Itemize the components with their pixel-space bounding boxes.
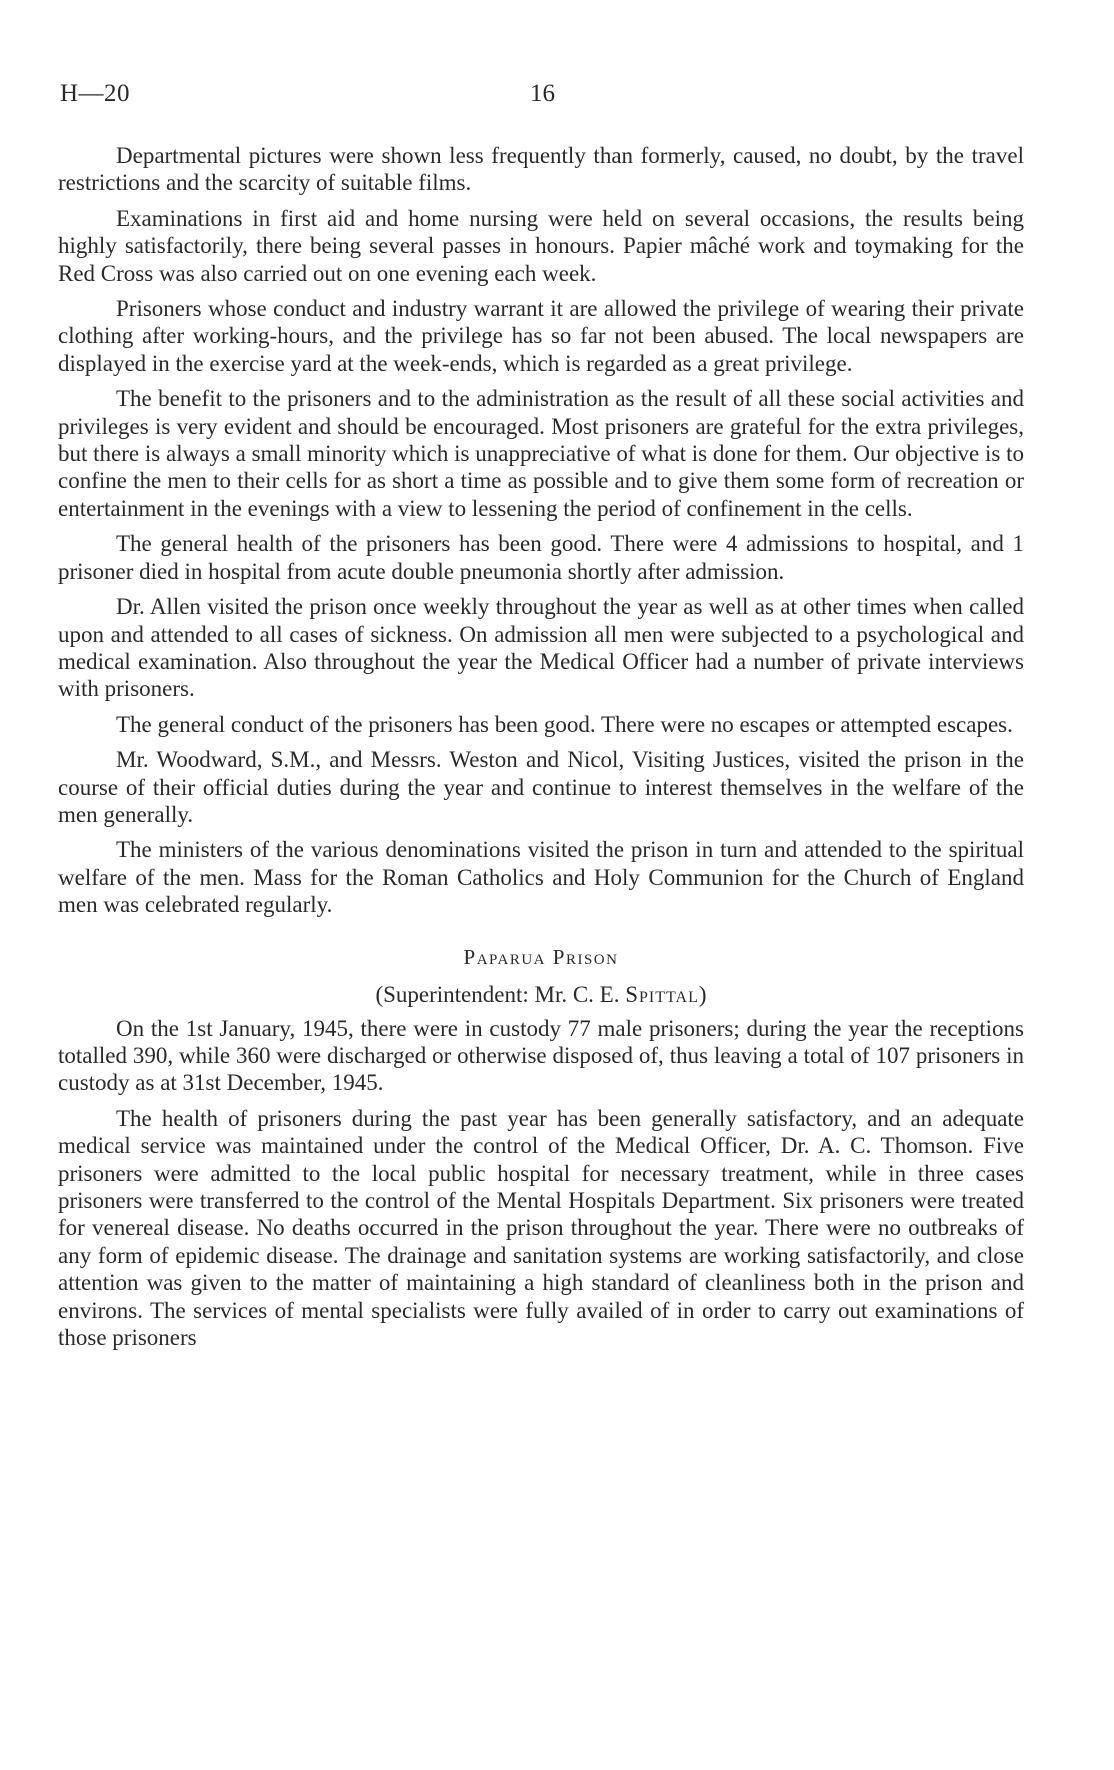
paragraph-examinations: Examinations in first aid and home nursing were held on several occasions, the results being highly satisfactorily, there being several passes in honours. Papier mâché work and toymaking for the Red Cross was also carried out on one evening each week. xyxy=(58,205,1024,286)
paragraph-ministers: The ministers of the various denominations visited the prison in turn and attended to the spiritual welfare of the men. Mass for the Roman Catholics and Holy Communion for the Church of England men was celebrated regularly. xyxy=(58,837,1024,918)
paragraph-prisoner-health: The health of prisoners during the past year has been generally satisfactory, and an adequate medical service was maintained under the control of the Medical Officer, Dr. A. C. Thomson. Five prisoners were admitted to the local public hospital for necessary treatment, while in three cases prisoners were transferred to the control of the Mental Hospitals Department. Six prisoners were treated for venereal disease. No deaths occurred in the prison throughout the year. There were no outbreaks of any form of epidemic disease. The drainage and sanitation systems are working satisfactorily, and close attention was given to the matter of maintaining a high standard of cleanliness both in the prison and environs. The services of mental specialists were fully availed of in order to carry out examinations of those prisoners xyxy=(58,1105,1024,1351)
superintendent-name: Spittal xyxy=(625,981,699,1007)
paragraph-custody: On the 1st January, 1945, there were in custody 77 male prisoners; during the year the receptions totalled 390, while 360 were discharged or otherwise disposed of, thus leaving a total of 107 prisoners in custody as at 31st December, 1945. xyxy=(58,1015,1024,1096)
document-reference: H—20 xyxy=(60,80,131,107)
paragraph-pictures: Departmental pictures were shown less frequently than formerly, caused, no doubt, by the travel restrictions and the scarcity of suitable films. xyxy=(58,143,1024,196)
page-number: 16 xyxy=(530,80,555,107)
superintendent-prefix: (Superintendent: Mr. C. E. xyxy=(375,981,626,1007)
paragraph-conduct: The general conduct of the prisoners has been good. There were no escapes or attempted escapes. xyxy=(116,711,1013,737)
page-body xyxy=(58,142,1024,1359)
paragraph-medical-officer: Dr. Allen visited the prison once weekly throughout the year as well as at other times when called upon and attended to all cases of sickness. On admission all men were subjected to a psychological and medical examination. Also throughout the year the Medical Officer had a number of private interviews with prisoners. xyxy=(58,594,1024,702)
page-header xyxy=(60,80,1020,120)
section-heading: Paparua Prison xyxy=(463,944,619,969)
superintendent-line xyxy=(58,981,1024,1009)
paragraph-visiting-justices: Mr. Woodward, S.M., and Messrs. Weston and Nicol, Visiting Justices, visited the prison in the course of their official duties during the year and continue to interest themselves in the welfare of the men generally. xyxy=(58,747,1024,827)
paragraph-health: The general health of the prisoners has been good. There were 4 admissions to hospital, and 1 prisoner died in hospital from acute double pneumonia shortly after admission. xyxy=(58,531,1024,584)
superintendent-suffix: ) xyxy=(698,981,707,1007)
paragraph-privileges: Prisoners whose conduct and industry warrant it are allowed the privilege of wearing their private clothing after working-hours, and the privilege has so far not been abused. The local newspapers are displayed in the exercise yard at the week-ends, which is regarded as a great privilege. xyxy=(58,296,1024,376)
paragraph-benefit: The benefit to the prisoners and to the administration as the result of all these social activities and privileges is very evident and should be encouraged. Most prisoners are grateful for the extra privileges, but there is always a small minority which is unappreciative of what is done for them. Our objective is to confine the men to their cells for as short a time as possible and to give them some form of recreation or entertainment in the evenings with a view to lessening the period of confinement in the cells. xyxy=(58,386,1024,521)
